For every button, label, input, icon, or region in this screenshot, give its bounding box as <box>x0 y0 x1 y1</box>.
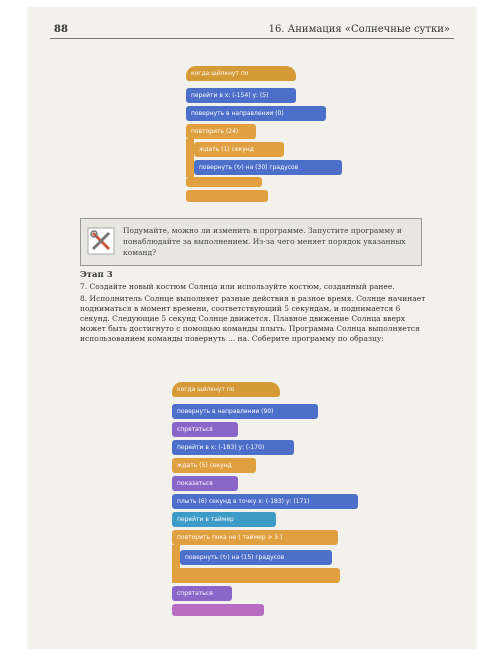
script1-block-wait: ждать (1) секунд <box>194 142 284 157</box>
script2-block-timer: перейти в таймер <box>172 512 276 527</box>
stage-heading: Этап 3 <box>80 270 113 280</box>
script2-block-glide: плыть (6) секунд в точку х: (-183) у: (171) <box>172 494 358 509</box>
script1-block-goto: перейти в х: (-154) у: (5) <box>186 88 296 103</box>
header-rule <box>50 38 454 39</box>
script2-block-repeat-until: повторить пока не ( таймер > 5 ) <box>172 530 338 545</box>
list-item: 7. Создайте новый костюм Солнца или используйте костюм, созданный ранее. <box>80 282 395 291</box>
script1-repeat-end <box>186 177 262 187</box>
script1-block-point-direction: повернуть в направлении (0) <box>186 106 326 121</box>
tip-box <box>80 218 422 266</box>
tip-text: Подумайте, можно ли изменить в программе. Запустите программу и понаблюдайте за выполнением. Из-за чего меняет порядок указанных команд? <box>123 226 406 257</box>
page-title: 16. Анимация «Солнечные сутки» <box>268 24 450 35</box>
script2-block-when-flag: когда щёлкнут по <box>172 382 280 397</box>
script2-block-hide: спрятаться <box>172 422 238 437</box>
script2-block-wait: ждать (5) секунд <box>172 458 256 473</box>
script2-block-hide-end: спрятаться <box>172 586 232 601</box>
script2-block-show: показаться <box>172 476 238 491</box>
script2-block-point-direction: повернуть в направлении (90) <box>172 404 318 419</box>
tools-icon <box>87 227 115 255</box>
script1-block-bottom <box>186 190 268 202</box>
script1-repeat-rail <box>186 139 194 177</box>
book-page <box>28 8 476 648</box>
script1-block-when-flag: когда щёлкнут по <box>186 66 296 81</box>
script1-block-repeat: повторить (24) <box>186 124 256 139</box>
page-number: 88 <box>54 24 68 35</box>
script2-block-goto: перейти в х: (-183) у: (-170) <box>172 440 294 455</box>
list-item: 8. Исполнитель Солнце выполняет разные действия в разное время. Солнце начинает подниматься в момент времени, соответствующий 5 секундам, и поднимается 6 секунд. Следующие 5 секунд Солнце движется. Плавное движение Солнца вверх может быть достигнуто с помощью команды плыть. Программа Солнца выполняется использованием команды повернуть ... на. Соберите программу по образцу: <box>80 294 426 343</box>
script2-block-bottom <box>172 604 264 616</box>
script2-repeat-end <box>172 568 340 583</box>
script1-block-turn: повернуть (↻) на (30) градусов <box>194 160 342 175</box>
script2-block-turn: повернуть (↻) на (15) градусов <box>180 550 332 565</box>
